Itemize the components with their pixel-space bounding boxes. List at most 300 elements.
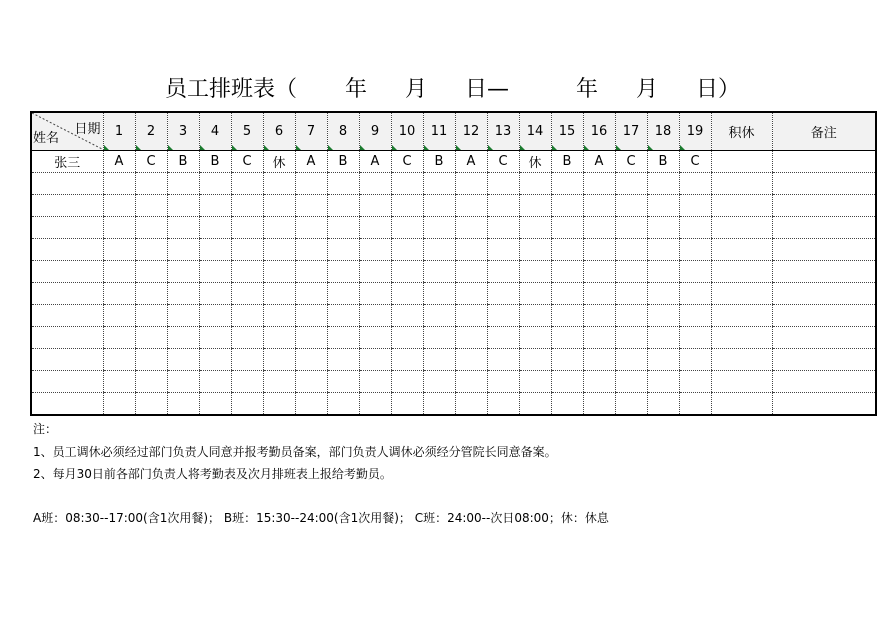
shift-cell[interactable] <box>423 217 455 239</box>
shift-cell[interactable] <box>103 283 135 305</box>
shift-cell[interactable] <box>263 283 295 305</box>
shift-cell[interactable] <box>391 305 423 327</box>
note-line-2: 2、每月30日前各部门负责人将考勤表及次月排班表上报给考勤员。 <box>33 467 392 481</box>
shift-cell[interactable] <box>615 239 647 261</box>
shift-cell[interactable] <box>455 261 487 283</box>
shift-cell[interactable] <box>647 151 679 173</box>
employee-name-cell[interactable] <box>31 217 103 239</box>
shift-cell[interactable] <box>551 151 583 173</box>
shift-cell[interactable] <box>423 173 455 195</box>
shift-cell[interactable] <box>199 327 231 349</box>
shift-cell[interactable] <box>519 151 551 173</box>
rest-cell[interactable] <box>711 173 772 195</box>
shift-cell[interactable] <box>615 371 647 393</box>
rest-cell[interactable] <box>711 349 772 371</box>
shift-cell[interactable] <box>455 173 487 195</box>
comment-marker-icon <box>392 145 397 150</box>
remark-cell[interactable] <box>772 195 876 217</box>
shift-cell[interactable] <box>487 327 519 349</box>
shift-cell[interactable] <box>391 283 423 305</box>
shift-cell[interactable] <box>167 217 199 239</box>
employee-name-cell[interactable] <box>31 261 103 283</box>
shift-cell[interactable] <box>423 195 455 217</box>
shift-cell[interactable] <box>359 239 391 261</box>
shift-cell[interactable] <box>135 371 167 393</box>
shift-cell[interactable] <box>647 283 679 305</box>
rest-cell[interactable] <box>711 283 772 305</box>
shift-cell[interactable] <box>103 173 135 195</box>
day-number: 17 <box>622 124 640 139</box>
shift-cell[interactable] <box>103 393 135 416</box>
shift-cell[interactable] <box>679 239 711 261</box>
shift-cell[interactable] <box>103 239 135 261</box>
shift-cell[interactable] <box>231 305 263 327</box>
comment-marker-icon <box>200 145 205 150</box>
shift-cell[interactable] <box>519 305 551 327</box>
shift-cell[interactable] <box>583 283 615 305</box>
shift-cell[interactable] <box>103 195 135 217</box>
shift-cell[interactable] <box>551 239 583 261</box>
shift-cell[interactable] <box>615 393 647 416</box>
shift-cell[interactable] <box>487 151 519 173</box>
shift-cell[interactable] <box>135 151 167 173</box>
shift-cell[interactable] <box>679 173 711 195</box>
shift-cell[interactable] <box>391 173 423 195</box>
shift-cell[interactable] <box>583 349 615 371</box>
shift-cell[interactable] <box>135 349 167 371</box>
title-year-start: 年 <box>345 76 368 102</box>
shift-cell[interactable] <box>327 239 359 261</box>
shift-cell[interactable] <box>583 371 615 393</box>
shift-cell[interactable] <box>455 195 487 217</box>
shift-cell[interactable] <box>263 195 295 217</box>
rest-cell[interactable] <box>711 261 772 283</box>
shift-cell[interactable] <box>263 371 295 393</box>
shift-cell[interactable] <box>487 349 519 371</box>
employee-name-cell[interactable] <box>31 283 103 305</box>
shift-cell[interactable] <box>167 393 199 416</box>
shift-cell[interactable] <box>103 261 135 283</box>
shift-cell[interactable] <box>199 261 231 283</box>
title-main: 员工排班表（ <box>165 76 298 102</box>
shift-cell[interactable] <box>615 151 647 173</box>
shift-cell[interactable] <box>135 261 167 283</box>
shift-cell[interactable] <box>327 261 359 283</box>
shift-cell[interactable] <box>231 393 263 416</box>
shift-cell[interactable] <box>615 327 647 349</box>
shift-cell[interactable] <box>455 151 487 173</box>
shift-cell[interactable] <box>231 173 263 195</box>
day-header <box>615 112 647 151</box>
shift-cell[interactable] <box>647 371 679 393</box>
employee-name-cell[interactable] <box>31 327 103 349</box>
day-number: 16 <box>590 124 608 139</box>
shift-cell[interactable] <box>359 305 391 327</box>
shift-cell[interactable] <box>551 195 583 217</box>
shift-cell[interactable] <box>647 239 679 261</box>
shift-cell[interactable] <box>199 217 231 239</box>
employee-name-cell[interactable] <box>31 371 103 393</box>
day-number: 6 <box>274 124 284 139</box>
shift-cell[interactable] <box>679 151 711 173</box>
comment-marker-icon <box>456 145 461 150</box>
comment-marker-icon <box>136 145 141 150</box>
shift-cell[interactable] <box>423 239 455 261</box>
shift-cell[interactable] <box>359 217 391 239</box>
shift-cell[interactable] <box>679 393 711 416</box>
shift-cell[interactable] <box>647 305 679 327</box>
table-row <box>31 239 876 261</box>
shift-cell[interactable] <box>423 349 455 371</box>
shift-cell[interactable] <box>327 195 359 217</box>
employee-name-cell[interactable]: 张三 <box>31 151 103 173</box>
shift-cell[interactable] <box>135 239 167 261</box>
shift-cell[interactable] <box>103 151 135 173</box>
shift-cell[interactable] <box>455 349 487 371</box>
shift-cell[interactable] <box>263 173 295 195</box>
shift-cell[interactable] <box>519 349 551 371</box>
shift-cell[interactable] <box>295 261 327 283</box>
shift-cell[interactable] <box>327 283 359 305</box>
shift-cell[interactable] <box>423 151 455 173</box>
shift-cell[interactable] <box>519 327 551 349</box>
shift-cell[interactable] <box>423 305 455 327</box>
shift-cell[interactable] <box>295 305 327 327</box>
shift-cell[interactable] <box>295 327 327 349</box>
shift-cell[interactable] <box>551 261 583 283</box>
remark-cell[interactable] <box>772 239 876 261</box>
shift-cell[interactable] <box>295 283 327 305</box>
shift-cell[interactable] <box>327 349 359 371</box>
shift-cell[interactable] <box>583 261 615 283</box>
shift-cell[interactable] <box>231 151 263 173</box>
shift-cell[interactable] <box>551 305 583 327</box>
shift-cell[interactable] <box>487 195 519 217</box>
shift-cell[interactable] <box>551 393 583 416</box>
day-header <box>679 112 711 151</box>
shift-cell[interactable] <box>455 393 487 416</box>
shift-cell[interactable] <box>615 305 647 327</box>
shift-cell[interactable] <box>135 283 167 305</box>
shift-cell[interactable] <box>359 349 391 371</box>
shift-cell[interactable] <box>455 217 487 239</box>
shift-cell[interactable] <box>103 305 135 327</box>
shift-cell[interactable] <box>359 261 391 283</box>
shift-cell[interactable] <box>327 305 359 327</box>
rest-cell[interactable] <box>711 217 772 239</box>
shift-code: A <box>466 154 476 169</box>
table-row <box>31 283 876 305</box>
shift-cell[interactable] <box>519 371 551 393</box>
shift-cell[interactable] <box>583 327 615 349</box>
comment-marker-icon <box>296 145 301 150</box>
shift-cell[interactable] <box>263 305 295 327</box>
shift-cell[interactable] <box>391 349 423 371</box>
shift-cell[interactable] <box>487 239 519 261</box>
shift-cell[interactable] <box>391 239 423 261</box>
shift-cell[interactable] <box>199 349 231 371</box>
shift-cell[interactable] <box>295 393 327 416</box>
shift-cell[interactable] <box>551 217 583 239</box>
shift-cell[interactable] <box>487 173 519 195</box>
shift-cell[interactable] <box>263 349 295 371</box>
shift-cell[interactable] <box>327 151 359 173</box>
shift-cell[interactable] <box>679 195 711 217</box>
shift-cell[interactable] <box>167 239 199 261</box>
table-row <box>31 173 876 195</box>
shift-cell[interactable] <box>615 261 647 283</box>
rest-cell[interactable] <box>711 371 772 393</box>
shift-cell[interactable] <box>199 239 231 261</box>
shift-cell[interactable] <box>263 261 295 283</box>
shift-cell[interactable] <box>295 217 327 239</box>
shift-cell[interactable] <box>391 151 423 173</box>
shift-cell[interactable] <box>359 283 391 305</box>
shift-cell[interactable] <box>295 371 327 393</box>
day-header <box>199 112 231 151</box>
shift-cell[interactable] <box>327 371 359 393</box>
shift-cell[interactable] <box>295 195 327 217</box>
shift-cell[interactable] <box>679 217 711 239</box>
shift-cell[interactable] <box>583 151 615 173</box>
shift-cell[interactable] <box>519 261 551 283</box>
day-header <box>295 112 327 151</box>
shift-cell[interactable] <box>391 195 423 217</box>
shift-cell[interactable] <box>679 371 711 393</box>
shift-code: C <box>402 154 412 169</box>
shift-cell[interactable] <box>231 239 263 261</box>
shift-cell[interactable] <box>135 195 167 217</box>
shift-cell[interactable] <box>199 151 231 173</box>
employee-name-cell[interactable] <box>31 393 103 416</box>
employee-name-cell[interactable] <box>31 239 103 261</box>
day-header <box>647 112 679 151</box>
shift-cell[interactable] <box>263 327 295 349</box>
shift-cell[interactable] <box>199 305 231 327</box>
day-number: 1 <box>114 124 124 139</box>
shift-cell[interactable] <box>167 283 199 305</box>
shift-cell[interactable] <box>519 173 551 195</box>
day-header <box>391 112 423 151</box>
shift-cell[interactable] <box>679 349 711 371</box>
shift-cell[interactable] <box>647 349 679 371</box>
shift-cell[interactable] <box>615 195 647 217</box>
shift-cell[interactable] <box>295 151 327 173</box>
shift-cell[interactable] <box>423 283 455 305</box>
shift-code: A <box>114 154 124 169</box>
shift-cell[interactable] <box>519 217 551 239</box>
shift-cell[interactable] <box>327 393 359 416</box>
shift-cell[interactable] <box>359 195 391 217</box>
comment-marker-icon <box>520 145 525 150</box>
shift-cell[interactable] <box>647 195 679 217</box>
rest-cell[interactable] <box>711 393 772 416</box>
shift-cell[interactable] <box>679 283 711 305</box>
day-header <box>327 112 359 151</box>
shift-cell[interactable] <box>199 173 231 195</box>
rest-cell[interactable] <box>711 305 772 327</box>
shift-cell[interactable] <box>199 393 231 416</box>
shift-cell[interactable] <box>583 195 615 217</box>
shift-cell[interactable] <box>231 195 263 217</box>
shift-cell[interactable] <box>487 305 519 327</box>
comment-marker-icon <box>168 145 173 150</box>
rest-cell[interactable] <box>711 327 772 349</box>
shift-cell[interactable] <box>359 173 391 195</box>
shift-cell[interactable] <box>647 327 679 349</box>
table-row <box>31 371 876 393</box>
shift-cell[interactable] <box>103 327 135 349</box>
remark-cell[interactable] <box>772 173 876 195</box>
remark-cell[interactable] <box>772 217 876 239</box>
shift-cell[interactable] <box>135 217 167 239</box>
employee-name-cell[interactable] <box>31 349 103 371</box>
shift-cell[interactable] <box>231 327 263 349</box>
shift-cell[interactable] <box>359 327 391 349</box>
remark-cell[interactable] <box>772 393 876 416</box>
shift-cell[interactable] <box>455 283 487 305</box>
shift-cell[interactable] <box>679 305 711 327</box>
shift-cell[interactable] <box>167 349 199 371</box>
shift-cell[interactable] <box>519 195 551 217</box>
shift-cell[interactable] <box>551 349 583 371</box>
shift-cell[interactable] <box>167 151 199 173</box>
shift-cell[interactable] <box>647 173 679 195</box>
shift-cell[interactable] <box>167 371 199 393</box>
remark-cell[interactable] <box>772 283 876 305</box>
shift-cell[interactable] <box>519 283 551 305</box>
rest-cell[interactable] <box>711 195 772 217</box>
shift-cell[interactable] <box>583 305 615 327</box>
shift-cell[interactable] <box>647 393 679 416</box>
shift-cell[interactable] <box>135 173 167 195</box>
shift-cell[interactable] <box>135 393 167 416</box>
shift-cell[interactable] <box>199 195 231 217</box>
comment-marker-icon <box>648 145 653 150</box>
shift-cell[interactable] <box>135 327 167 349</box>
remark-cell[interactable] <box>772 305 876 327</box>
shift-cell[interactable] <box>487 261 519 283</box>
shift-cell[interactable] <box>263 151 295 173</box>
shift-cell[interactable] <box>327 217 359 239</box>
day-number: 8 <box>338 124 348 139</box>
shift-cell[interactable] <box>551 173 583 195</box>
shift-cell[interactable] <box>199 283 231 305</box>
shift-cell[interactable] <box>583 393 615 416</box>
remark-cell[interactable] <box>772 349 876 371</box>
shift-cell[interactable] <box>391 371 423 393</box>
shift-cell[interactable] <box>103 349 135 371</box>
shift-cell[interactable] <box>583 173 615 195</box>
day-header <box>423 112 455 151</box>
shift-cell[interactable] <box>455 305 487 327</box>
shift-cell[interactable] <box>615 283 647 305</box>
shift-cell[interactable] <box>615 217 647 239</box>
shift-cell[interactable] <box>231 371 263 393</box>
shift-cell[interactable] <box>583 239 615 261</box>
shift-cell[interactable] <box>615 173 647 195</box>
shift-cell[interactable] <box>391 327 423 349</box>
employee-name-cell[interactable] <box>31 173 103 195</box>
shift-cell[interactable] <box>167 195 199 217</box>
shift-cell[interactable] <box>231 217 263 239</box>
shift-cell[interactable] <box>423 371 455 393</box>
shift-cell[interactable] <box>551 327 583 349</box>
table-header-row <box>31 112 876 151</box>
shift-code: A <box>306 154 316 169</box>
title-year-end: 年 <box>576 76 599 102</box>
shift-cell[interactable] <box>647 217 679 239</box>
remark-cell[interactable] <box>772 151 876 173</box>
shift-cell[interactable] <box>679 327 711 349</box>
shift-cell[interactable] <box>615 349 647 371</box>
rest-cell[interactable] <box>711 151 772 173</box>
employee-name-cell[interactable] <box>31 305 103 327</box>
shift-cell[interactable] <box>359 393 391 416</box>
shift-cell[interactable] <box>327 173 359 195</box>
shift-cell[interactable] <box>423 327 455 349</box>
shift-cell[interactable] <box>455 371 487 393</box>
shift-cell[interactable] <box>231 283 263 305</box>
shift-cell[interactable] <box>135 305 167 327</box>
shift-cell[interactable] <box>263 239 295 261</box>
shift-cell[interactable] <box>263 217 295 239</box>
shift-cell[interactable] <box>519 393 551 416</box>
shift-cell[interactable] <box>231 261 263 283</box>
shift-cell[interactable] <box>359 371 391 393</box>
shift-cell[interactable] <box>679 261 711 283</box>
shift-cell[interactable] <box>295 173 327 195</box>
shift-cell[interactable] <box>359 151 391 173</box>
shift-cell[interactable] <box>391 261 423 283</box>
shift-cell[interactable] <box>167 305 199 327</box>
remark-cell[interactable] <box>772 261 876 283</box>
shift-cell[interactable] <box>103 371 135 393</box>
shift-cell[interactable] <box>167 173 199 195</box>
shift-cell[interactable] <box>103 217 135 239</box>
shift-cell[interactable] <box>487 283 519 305</box>
shift-cell[interactable] <box>487 217 519 239</box>
shift-cell[interactable] <box>167 261 199 283</box>
shift-cell[interactable] <box>487 371 519 393</box>
shift-cell[interactable] <box>455 239 487 261</box>
remark-cell[interactable] <box>772 371 876 393</box>
shift-cell[interactable] <box>295 239 327 261</box>
shift-cell[interactable] <box>423 261 455 283</box>
employee-name-cell[interactable] <box>31 195 103 217</box>
shift-cell[interactable] <box>231 349 263 371</box>
shift-cell[interactable] <box>391 393 423 416</box>
shift-cell[interactable] <box>167 327 199 349</box>
remark-cell[interactable] <box>772 327 876 349</box>
shift-cell[interactable] <box>583 217 615 239</box>
shift-cell[interactable] <box>551 283 583 305</box>
shift-cell[interactable] <box>263 393 295 416</box>
shift-cell[interactable] <box>487 393 519 416</box>
shift-cell[interactable] <box>199 371 231 393</box>
shift-cell[interactable] <box>327 327 359 349</box>
shift-cell[interactable] <box>295 349 327 371</box>
table-row <box>31 349 876 371</box>
shift-cell[interactable] <box>551 371 583 393</box>
shift-cell[interactable] <box>423 393 455 416</box>
shift-cell[interactable] <box>519 239 551 261</box>
shift-code: 休 <box>528 156 542 171</box>
shift-cell[interactable] <box>647 261 679 283</box>
shift-cell[interactable] <box>391 217 423 239</box>
shift-cell[interactable] <box>455 327 487 349</box>
rest-cell[interactable] <box>711 239 772 261</box>
